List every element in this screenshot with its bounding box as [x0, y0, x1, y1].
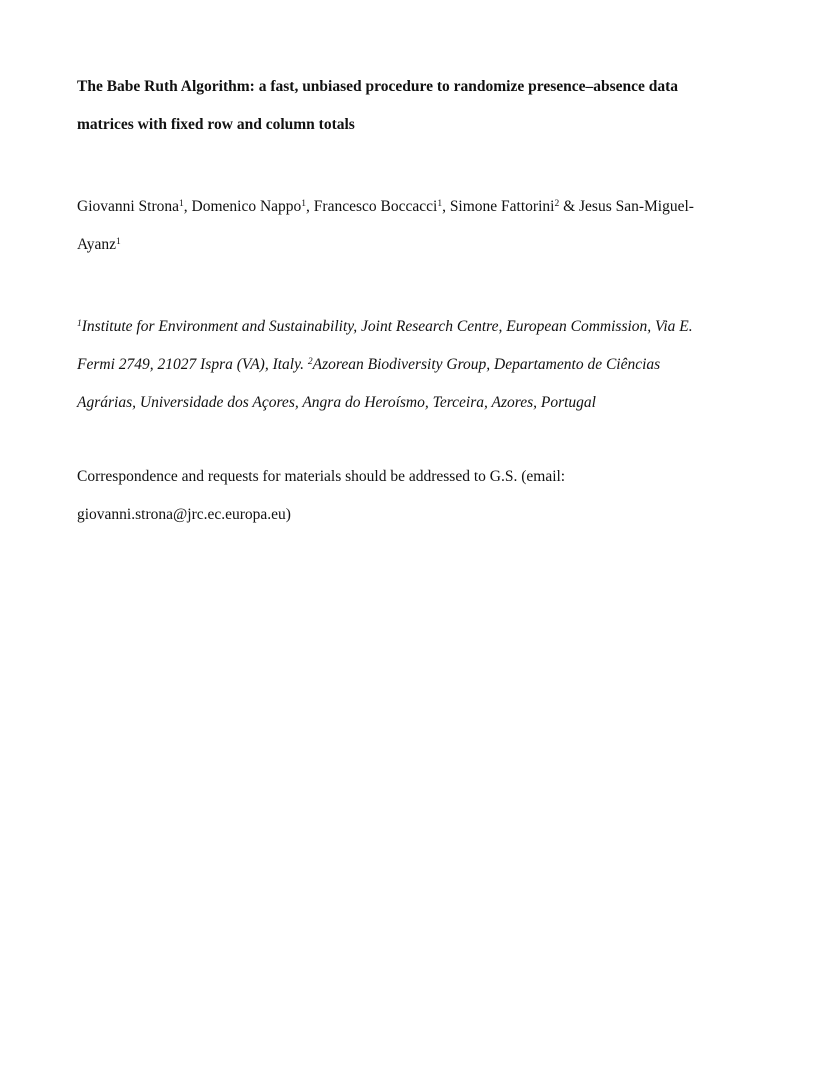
author-affiliation-mark: 2: [554, 199, 560, 210]
affiliation-text: Institute for Environment and Sustainability, Joint Research Centre, European Commission, Via E.: [81, 318, 693, 335]
paper-title-line-2: matrices with fixed row and column totals: [77, 116, 355, 133]
author-separator: ,: [442, 198, 450, 215]
author-name: Francesco Boccacci: [313, 198, 438, 215]
affiliation-text: Fermi 2749, 21027 Ispra (VA), Italy.: [77, 356, 308, 373]
author-name: Jesus San-Miguel-: [579, 198, 694, 215]
correspondence-email-line: giovanni.strona@jrc.ec.europa.eu): [77, 506, 291, 523]
author-affiliation-mark: 1: [301, 199, 307, 210]
author-name: Domenico Nappo: [191, 198, 302, 215]
correspondence-line-1: Correspondence and requests for materials should be addressed to G.S. (email:: [77, 468, 566, 485]
affiliation-line-2: [77, 355, 660, 375]
author-name: Ayanz: [77, 236, 117, 253]
author-separator: &: [559, 198, 579, 215]
author-separator: ,: [306, 198, 314, 215]
affiliation-mark-2: 2: [307, 357, 313, 368]
author-affiliation-mark: 1: [179, 199, 184, 210]
paper-title-line-1: The Babe Ruth Algorithm: a fast, unbiased procedure to randomize presence–absence data: [77, 78, 679, 95]
author-list-line-2: [77, 235, 121, 255]
affiliation-text: Azorean Biodiversity Group, Departamento de Ciências: [312, 356, 661, 373]
author-separator: ,: [183, 198, 192, 215]
affiliation-mark-1: 1: [77, 319, 82, 330]
author-list-line-1: [77, 197, 694, 217]
affiliation-line-1: [77, 317, 693, 337]
author-affiliation-mark: 1: [437, 199, 443, 210]
author-name: Simone Fattorini: [449, 198, 555, 215]
affiliation-line-3: Agrárias, Universidade dos Açores, Angra do Heroísmo, Terceira, Azores, Portugal: [77, 394, 596, 411]
author-affiliation-mark: 1: [116, 237, 121, 248]
author-name: Giovanni Strona: [77, 198, 180, 215]
